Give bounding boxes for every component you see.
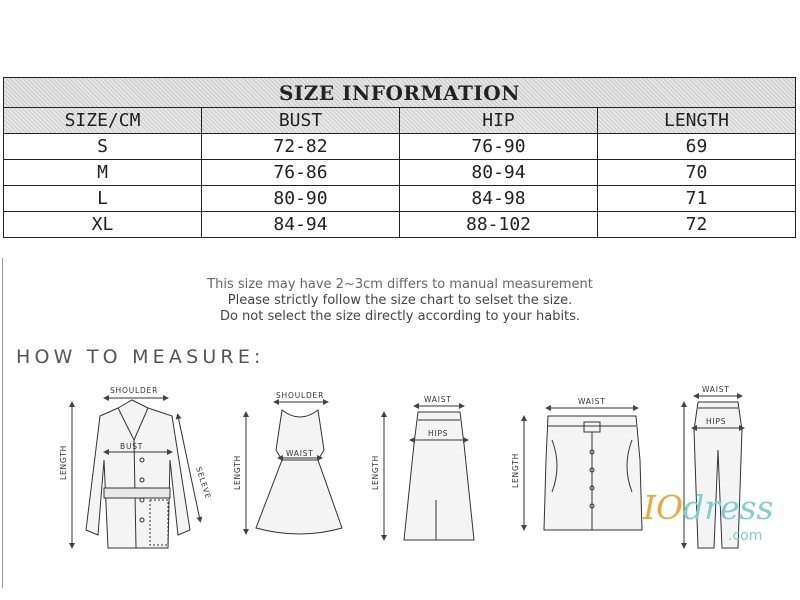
size-table-title: SIZE INFORMATION xyxy=(4,78,796,108)
header-length: LENGTH xyxy=(598,108,796,134)
cell-hip: 76-90 xyxy=(400,134,598,160)
how-to-measure-title: HOW TO MEASURE: xyxy=(16,346,265,368)
skirt-waist-label: WAIST xyxy=(424,395,452,404)
cell-length: 71 xyxy=(598,186,796,212)
header-size: SIZE/CM xyxy=(4,108,202,134)
coat-length-label: LENGTH xyxy=(59,444,68,480)
note-line-3: Do not select the size directly according to your habits. xyxy=(219,309,581,324)
coat-shoulder-label: SHOULDER xyxy=(110,386,159,395)
shorts-illustration xyxy=(524,408,642,530)
watermark-dress: dress xyxy=(683,488,774,527)
note-line-2: Please strictly follow the size chart to selset the size. xyxy=(227,293,573,308)
cell-size: XL xyxy=(4,212,202,238)
cell-size: M xyxy=(4,160,202,186)
watermark-io: IO xyxy=(643,488,684,527)
cell-hip: 80-94 xyxy=(400,160,598,186)
cell-size: L xyxy=(4,186,202,212)
shorts-length-label: LENGTH xyxy=(511,452,520,488)
pants-hips-label: HIPS xyxy=(706,417,727,426)
measurement-notes xyxy=(0,277,800,325)
table-row xyxy=(4,160,796,186)
note-line-1: This size may have 2~3cm differs to manual measurement xyxy=(207,277,593,292)
header-bust: BUST xyxy=(202,108,400,134)
cell-bust: 72-82 xyxy=(202,134,400,160)
shorts-waist-label: WAIST xyxy=(578,397,606,406)
cell-length: 72 xyxy=(598,212,796,238)
table-row xyxy=(4,212,796,238)
watermark-com: .com xyxy=(728,528,763,544)
iodress-watermark xyxy=(643,488,773,527)
cell-hip: 88-102 xyxy=(400,212,598,238)
skirt-hips-label: HIPS xyxy=(428,429,449,438)
table-row xyxy=(4,134,796,160)
coat-illustration xyxy=(72,398,200,548)
dress-shoulder-label: SHOULDER xyxy=(276,391,325,400)
coat-sleeve-label: SELEVE xyxy=(194,465,213,501)
skirt-length-label: LENGTH xyxy=(371,454,380,490)
cell-bust: 80-90 xyxy=(202,186,400,212)
cell-size: S xyxy=(4,134,202,160)
cell-hip: 84-98 xyxy=(400,186,598,212)
cell-bust: 84-94 xyxy=(202,212,400,238)
size-table-header-row xyxy=(4,108,796,134)
measurement-illustrations xyxy=(0,380,800,590)
dress-length-label: LENGTH xyxy=(233,454,242,490)
pants-waist-label: WAIST xyxy=(702,385,730,394)
dress-illustration xyxy=(246,402,342,534)
cell-length: 70 xyxy=(598,160,796,186)
coat-bust-label: BUST xyxy=(120,442,144,451)
dress-waist-label: WAIST xyxy=(286,449,314,458)
cell-length: 69 xyxy=(598,134,796,160)
skirt-illustration xyxy=(384,406,474,540)
table-row xyxy=(4,186,796,212)
header-hip: HIP xyxy=(400,108,598,134)
size-information-table xyxy=(3,77,796,238)
cell-bust: 76-86 xyxy=(202,160,400,186)
